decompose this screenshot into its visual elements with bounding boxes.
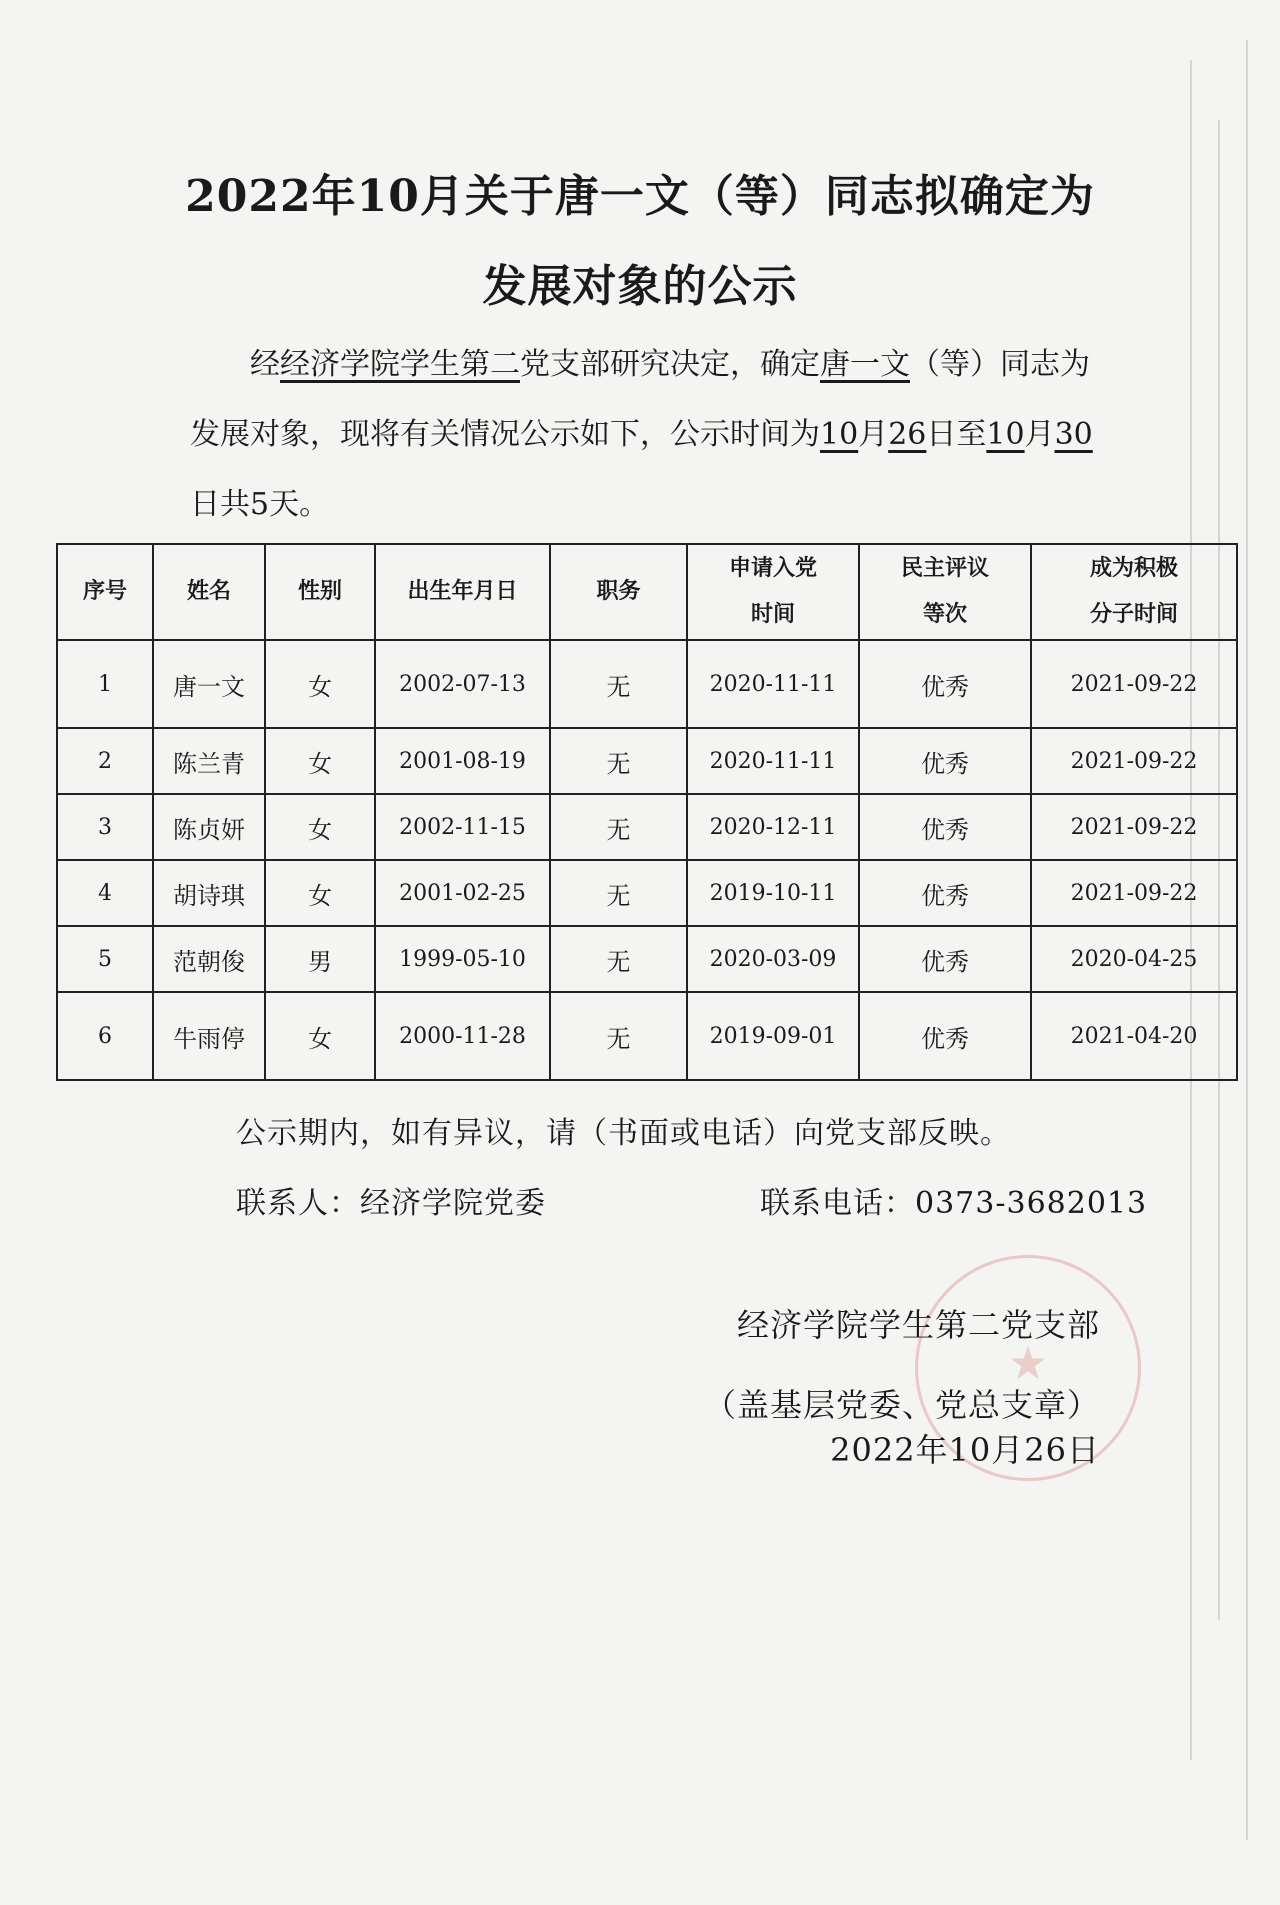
header-birth: 出生年月日 [375,544,550,640]
cell-no: 3 [57,794,153,860]
header-active-date [1031,544,1237,640]
cell-birth: 2001-08-19 [375,728,550,794]
contact-phone: 联系电话：0373-3682013 [760,1186,1148,1221]
header-active-line2: 分子时间 [1089,602,1178,627]
cell-no: 1 [57,640,153,728]
signature-organization: 经济学院学生第二党支部 [736,1306,1100,1344]
table-row [57,728,1237,794]
table-row [57,926,1237,992]
table-row [57,860,1237,926]
header-position: 职务 [550,544,687,640]
cell-evaluation: 优秀 [859,992,1031,1080]
para-day-start: 26 [888,417,927,452]
cell-no: 4 [57,860,153,926]
cell-name: 陈兰青 [153,728,265,794]
para-month-end: 10 [986,417,1025,452]
cell-gender: 女 [265,860,375,926]
cell-birth: 2002-07-13 [375,640,550,728]
header-no: 序号 [57,544,153,640]
para-branch: 经济学院学生第二 [280,347,520,382]
cell-evaluation: 优秀 [859,640,1031,728]
objection-note: 公示期内，如有异议，请（书面或电话）向党支部反映。 [236,1116,1011,1151]
cell-name: 范朝俊 [153,926,265,992]
title-line-1: 2022年10月关于唐一文（等）同志拟确定为 [185,171,1095,222]
cell-active-date: 2021-09-22 [1031,794,1237,860]
cell-name: 陈贞妍 [153,794,265,860]
header-eval-line1: 民主评议 [900,556,989,581]
cell-active-date: 2020-04-25 [1031,926,1237,992]
cell-position: 无 [550,640,687,728]
header-gender: 性别 [265,544,375,640]
cell-no: 2 [57,728,153,794]
cell-birth: 2000-11-28 [375,992,550,1080]
cell-name: 牛雨停 [153,992,265,1080]
para-month-start: 10 [820,417,859,452]
cell-apply-date: 2020-03-09 [687,926,859,992]
signature-seal-note: （盖基层党委、党总支章） [703,1386,1100,1424]
candidates-table [56,543,1238,1081]
cell-birth: 1999-05-10 [375,926,550,992]
cell-position: 无 [550,926,687,992]
para-text: 日共5天。 [190,487,330,522]
cell-active-date: 2021-09-22 [1031,860,1237,926]
cell-active-date: 2021-04-20 [1031,992,1237,1080]
para-person: 唐一文 [820,347,910,382]
para-day-end: 30 [1054,417,1093,452]
cell-apply-date: 2019-10-11 [687,860,859,926]
cell-gender: 女 [265,728,375,794]
cell-gender: 女 [265,794,375,860]
para-text: 党支部研究决定，确定 [520,347,820,382]
cell-evaluation: 优秀 [859,794,1031,860]
table-row [57,640,1237,728]
cell-position: 无 [550,794,687,860]
para-text: 月 [858,417,889,452]
para-text: 经 [250,347,280,382]
cell-name: 胡诗琪 [153,860,265,926]
cell-no: 6 [57,992,153,1080]
header-active-line1: 成为积极 [1089,556,1178,581]
table-row [57,992,1237,1080]
seal-star-icon: ★ [1007,1336,1049,1390]
cell-active-date: 2021-09-22 [1031,728,1237,794]
cell-evaluation: 优秀 [859,926,1031,992]
header-apply-line2: 时间 [750,602,795,627]
table-row [57,794,1237,860]
title-line-2: 发展对象的公示 [482,261,798,312]
header-apply-date [687,544,859,640]
header-evaluation [859,544,1031,640]
cell-active-date: 2021-09-22 [1031,640,1237,728]
para-text: 日至 [926,417,987,452]
para-text: （等）同志为发展对象，现将有关情况公示如下，公示时间为 [190,347,1090,452]
cell-position: 无 [550,728,687,794]
cell-evaluation: 优秀 [859,860,1031,926]
cell-gender: 男 [265,926,375,992]
cell-evaluation: 优秀 [859,728,1031,794]
table-header-row [57,544,1237,640]
cell-position: 无 [550,860,687,926]
cell-birth: 2002-11-15 [375,794,550,860]
cell-gender: 女 [265,640,375,728]
cell-position: 无 [550,992,687,1080]
cell-apply-date: 2020-12-11 [687,794,859,860]
header-apply-line1: 申请入党 [728,556,817,581]
cell-apply-date: 2020-11-11 [687,640,859,728]
intro-paragraph [190,330,1110,540]
header-eval-line2: 等次 [922,602,967,627]
cell-no: 5 [57,926,153,992]
signature-date: 2022年10月26日 [830,1431,1100,1469]
header-name: 姓名 [153,544,265,640]
cell-name: 唐一文 [153,640,265,728]
cell-apply-date: 2019-09-01 [687,992,859,1080]
para-text: 月 [1024,417,1055,452]
cell-gender: 女 [265,992,375,1080]
cell-apply-date: 2020-11-11 [687,728,859,794]
contact-person: 联系人：经济学院党委 [236,1186,546,1221]
cell-birth: 2001-02-25 [375,860,550,926]
